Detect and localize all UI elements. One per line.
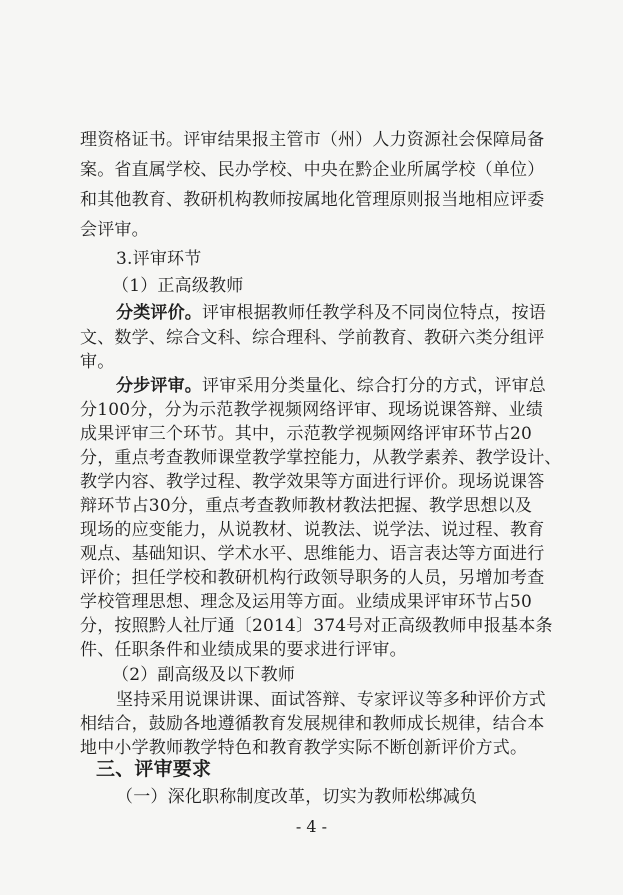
classify-text: 评审根据教师任教学科及不同岗位特点，按语 (202, 303, 546, 323)
text-line: 审。 (80, 352, 115, 372)
text-line: 文、数学、综合文科、综合理科、学前教育、教研六类分组评 (80, 328, 545, 348)
subsection-heading: （2）副高级及以下教师 (112, 665, 296, 685)
page-number: - 4 - (295, 817, 328, 836)
chapter-heading: 三、评审要求 (96, 758, 212, 780)
section-heading: 3.评审环节 (116, 249, 202, 269)
step-paragraph-line (116, 374, 546, 398)
subheading-line: （一）深化职称制度改革，切实为教师松绑减负 (116, 787, 478, 807)
text-line: 理资格证书。评审结果报主管市（州）人力资源社会保障局备 (80, 130, 545, 150)
text-line: 教学内容、教学过程、教学效果等方面进行评价。现场说课答 (80, 472, 545, 492)
text-line: 观点、基础知识、学术水平、思维能力、语言表达等方面进行 (80, 544, 545, 564)
text-line: 会评审。 (80, 220, 149, 240)
text-line: 分100分，分为示范教学视频网络评审、现场说课答辩、业绩 (80, 400, 544, 420)
step-lead: 分步评审。 (116, 376, 202, 396)
step-text: 评审采用分类量化、综合打分的方式，评审总 (202, 376, 546, 396)
classify-paragraph-line (116, 301, 546, 325)
text-line: 学校管理思想、理念及运用等方面。业绩成果评审环节占50 (80, 592, 533, 612)
text-line: 评价；担任学校和教研机构行政领导职务的人员，另增加考查 (80, 568, 545, 588)
classify-lead: 分类评价。 (116, 303, 202, 323)
text-line: 案。省直属学校、民办学校、中央在黔企业所属学校（单位） (80, 160, 545, 180)
text-line: 坚持采用说课讲课、面试答辩、专家评议等多种评价方式 (116, 690, 546, 710)
text-line: 分，按照黔人社厅通〔2014〕374号对正高级教师申报基本条 (80, 616, 553, 636)
text-line: 辩环节占30分，重点考查教师教材教法把握、教学思想以及 (80, 496, 533, 516)
text-line: 地中小学教师教学特色和教育教学实际不断创新评价方式。 (80, 738, 528, 758)
text-line: 成果评审三个环节。其中，示范教学视频网络评审环节占20 (80, 424, 533, 444)
text-line: 现场的应变能力，从说教材、说教法、说学法、说过程、教育 (80, 520, 545, 540)
text-line: 和其他教育、教研机构教师按属地化管理原则报当地相应评委 (80, 190, 545, 210)
text-line: 件、任职条件和业绩成果的要求进行评审。 (80, 640, 407, 660)
text-line: 分，重点考查教师课堂教学掌控能力，从教学素养、教学设计、 (80, 448, 562, 468)
text-line: 相结合，鼓励各地遵循教育发展规律和教师成长规律，结合本 (80, 714, 545, 734)
subsection-heading: （1）正高级教师 (112, 276, 244, 296)
